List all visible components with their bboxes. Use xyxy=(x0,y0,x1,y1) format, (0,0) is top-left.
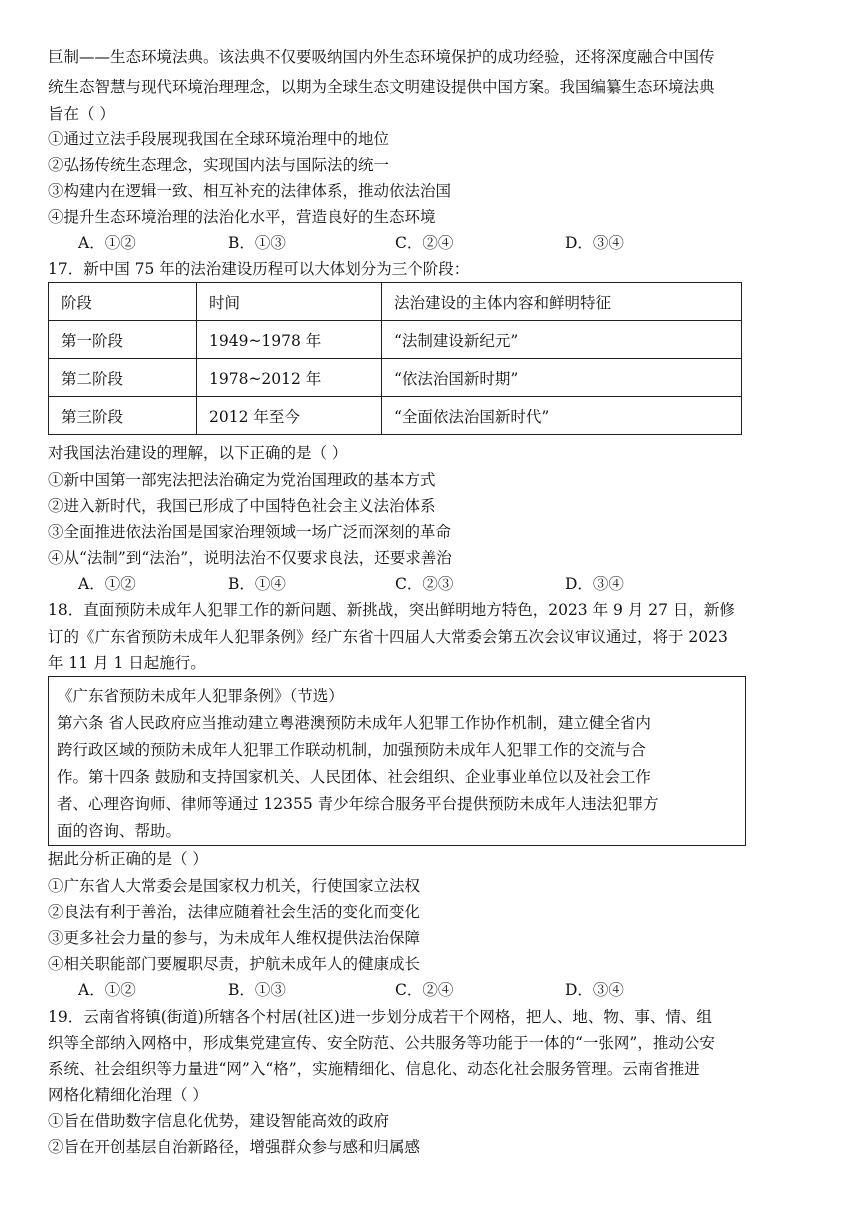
q16-statement-3: ③构建内在逻辑一致、相互补充的法律体系，推动依法治国 xyxy=(48,182,452,200)
q19-line-2: 织等全部纳入网格中，形成集党建宣传、安全防范、公共服务等功能于一体的“一张网”，推动公安 xyxy=(48,1034,715,1052)
q18-option-d[interactable]: D．③④ xyxy=(565,981,624,999)
excerpt-title: 《广东省预防未成年人犯罪条例》（节选） xyxy=(57,687,344,705)
table-cell: “全面依法治国新时代” xyxy=(382,397,742,435)
q16-statement-4: ④提升生态环境治理的法治化水平，营造良好的生态环境 xyxy=(48,208,436,226)
q18-line-2: 订的《广东省预防未成年人犯罪条例》经广东省十四届人大常委会第五次会议审议通过，将于 2023 xyxy=(48,628,728,646)
q16-line-3: 旨在（ ） xyxy=(48,105,115,123)
table-cell: 第二阶段 xyxy=(49,359,197,397)
q17-statement-3: ③全面推进依法治国是国家治理领域一场广泛而深刻的革命 xyxy=(48,523,452,541)
q17-option-b[interactable]: B．①④ xyxy=(228,575,286,593)
q18-options xyxy=(78,977,778,1003)
q18-option-b[interactable]: B．①③ xyxy=(228,981,286,999)
q18-option-c[interactable]: C．②④ xyxy=(395,981,454,999)
table-header-cell: 时间 xyxy=(197,283,382,321)
q16-options xyxy=(78,230,778,256)
q18-statement-4: ④相关职能部门要履职尽责，护航未成年人的健康成长 xyxy=(48,955,421,973)
table-row xyxy=(49,321,742,359)
table-row xyxy=(49,359,742,397)
q19-line-3: 系统、社会组织等力量进“网”入“格”，实施精细化、信息化、动态化社会服务管理。云南省推进 xyxy=(48,1060,700,1078)
table-header-cell: 阶段 xyxy=(49,283,197,321)
q18-question: 据此分析正确的是（ ） xyxy=(48,850,208,868)
table-header-row xyxy=(49,283,742,321)
table-cell: 1978~2012 年 xyxy=(197,359,382,397)
q17-intro: 17．新中国 75 年的法治建设历程可以大体划分为三个阶段： xyxy=(48,260,470,278)
q19-line-4: 网格化精细化治理（ ） xyxy=(48,1086,208,1104)
table-cell: “依法治国新时期” xyxy=(382,359,742,397)
q18-statement-3: ③更多社会力量的参与，为未成年人维权提供法治保障 xyxy=(48,929,421,947)
table-cell: 1949~1978 年 xyxy=(197,321,382,359)
q19-statement-1: ①旨在借助数字信息化优势，建设智能高效的政府 xyxy=(48,1112,390,1130)
q17-option-d[interactable]: D．③④ xyxy=(565,575,624,593)
q16-option-c[interactable]: C．②④ xyxy=(395,234,454,252)
q18-statement-2: ②良法有利于善治，法律应随着社会生活的变化而变化 xyxy=(48,903,421,921)
q18-line-3: 年 11 月 1 日起施行。 xyxy=(48,654,206,672)
q17-statement-1: ①新中国第一部宪法把法治确定为党治国理政的基本方式 xyxy=(48,471,436,489)
q17-options xyxy=(78,571,778,597)
table-cell: 第三阶段 xyxy=(49,397,197,435)
q16-line-2: 统生态智慧与现代环境治理理念，以期为全球生态文明建设提供中国方案。我国编纂生态环境法典 xyxy=(48,78,715,96)
law-stages-table xyxy=(48,282,742,435)
table-cell: 第一阶段 xyxy=(49,321,197,359)
q17-question: 对我国法治建设的理解，以下正确的是（ ） xyxy=(48,444,348,462)
q16-line-1: 巨制——生态环境法典。该法典不仅要吸纳国内外生态环境保护的成功经验，还将深度融合中国传 xyxy=(48,48,715,66)
excerpt-line: 面的咨询、帮助。 xyxy=(57,822,182,840)
table-cell: 2012 年至今 xyxy=(197,397,382,435)
table-row xyxy=(49,397,742,435)
table-header-cell: 法治建设的主体内容和鲜明特征 xyxy=(382,283,742,321)
table-cell: “法制建设新纪元” xyxy=(382,321,742,359)
q17-option-c[interactable]: C．②③ xyxy=(395,575,454,593)
q16-statement-1: ①通过立法手段展现我国在全球环境治理中的地位 xyxy=(48,130,390,148)
q16-statement-2: ②弘扬传统生态理念，实现国内法与国际法的统一 xyxy=(48,156,390,174)
q18-statement-1: ①广东省人大常委会是国家权力机关，行使国家立法权 xyxy=(48,877,421,895)
q17-option-a[interactable]: A．①② xyxy=(78,575,136,593)
excerpt-line: 作。第十四条 鼓励和支持国家机关、人民团体、社会组织、企业事业单位以及社会工作 xyxy=(57,768,651,786)
excerpt-line: 跨行政区域的预防未成年人犯罪工作联动机制，加强预防未成年人犯罪工作的交流与合 xyxy=(57,741,647,759)
excerpt-line: 者、心理咨询师、律师等通过 12355 青少年综合服务平台提供预防未成年人违法犯罪方 xyxy=(57,795,659,813)
q19-line-1: 19．云南省将镇(街道)所辖各个村居(社区)进一步划分成若干个网格，把人、地、物、事、情、组 xyxy=(48,1008,712,1026)
excerpt-line: 第六条 省人民政府应当推动建立粤港澳预防未成年人犯罪工作协作机制，建立健全省内 xyxy=(57,714,651,732)
q16-option-d[interactable]: D．③④ xyxy=(565,234,624,252)
q16-option-a[interactable]: A．①② xyxy=(78,234,136,252)
q18-line-1: 18．直面预防未成年人犯罪工作的新问题、新挑战，突出鲜明地方特色，2023 年 9 月 27 日，新修 xyxy=(48,601,735,619)
q19-statement-2: ②旨在开创基层自治新路径，增强群众参与感和归属感 xyxy=(48,1138,421,1156)
q16-option-b[interactable]: B．①③ xyxy=(228,234,286,252)
q18-option-a[interactable]: A．①② xyxy=(78,981,136,999)
regulation-excerpt-box xyxy=(48,676,746,846)
q17-statement-4: ④从“法制”到“法治”，说明法治不仅要求良法，还要求善治 xyxy=(48,549,452,567)
q17-statement-2: ②进入新时代，我国已形成了中国特色社会主义法治体系 xyxy=(48,497,436,515)
